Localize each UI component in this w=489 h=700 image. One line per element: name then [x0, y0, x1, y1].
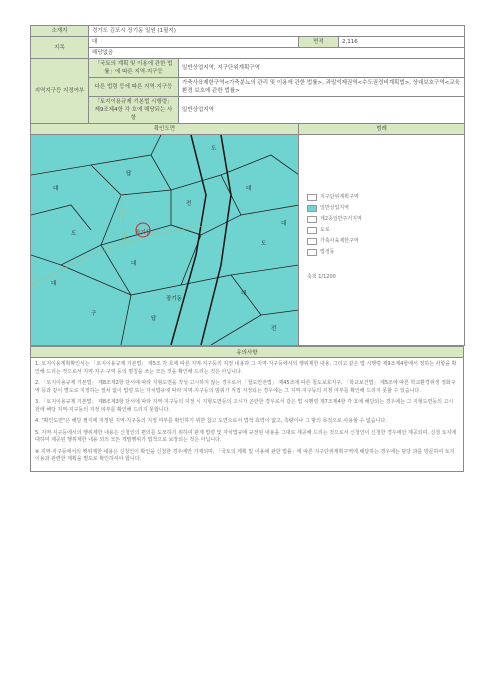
note-item: ※ 지역·지구등에서의 행위제한 내용은 신청인이 확인을 신청한 경우에만 기재되며, 「국토의 계획 및 이용에 관한 법률」에 따른 지구단위계획구역에 해당하는 경우에는 담당 과를 방문하여 토지이용과 관련한 계획을 별도로 확인하셔야 합니다.	[35, 448, 455, 462]
legend-item: 지구단위계획구역	[307, 193, 362, 201]
map-label: 도	[261, 241, 267, 247]
notes-box	[30, 357, 464, 472]
map-label: 전	[186, 201, 192, 207]
map-label: 대	[241, 291, 247, 297]
area-label: 면적	[299, 37, 339, 48]
map-label: 장기동	[166, 296, 182, 302]
note-item: 2. 「토지이용규제 기본법」 제8조제2항 단서에 따라 지형도면을 작성·고시하지 않는 경우로서 「철도안전법」 제45조에 따른 철도보호지구, 「학교보건법」 제5조에 따른 학교환경위생 정화구역 등과 같이 별도로 지정하는 절차 없이 법령 또는 자치법규에 따라 지역·지구등의 범위가 직접 지정되는 경우에는 그 지역·지구등의 지정 여부를 확인해 드리지 못할 수 있습니다.	[35, 380, 456, 394]
land-info-table	[30, 25, 465, 346]
zoning-label: 지역지구등 지정여부	[31, 59, 89, 124]
zoning-sublabel-2: 다른 법령 등에 따른 지역·지구등	[89, 78, 179, 97]
legend-item: 법정동	[307, 248, 362, 256]
legend-item: 도로	[307, 226, 362, 234]
zoning-other-value: 일반상업지역	[179, 97, 465, 124]
cadastral-map	[31, 135, 299, 345]
note-item: 1. 토지이용계획확인서는 「토지이용규제 기본법」 제5조 각 호에 따른 지역·지구등의 지정 내용과 그 지역·지구등에서의 행위제한 내용, 그리고 같은 법 시행령 제9조제4항에서 정하는 사항을 확인해 드리는 것으로서 지역·지구·구역 등의 명칭을 쓰는 모든 것을 확인해 드리는 것은 아닙니다.	[35, 361, 457, 375]
legend-list	[307, 190, 362, 259]
note-item: 3. 「토지이용규제 기본법」 제8조제3항 단서에 따라 지역·지구등의 지정 시 지형도면등의 고시가 곤란한 경우로서 같은 법 시행령 제7조제4항 각 호에 해당되는 경우에는 그 지형도면등의 고시 전에 해당 지역·지구등의 지정 여부를 확인해 드리지 못합니다.	[35, 399, 454, 413]
map-label: 대	[246, 186, 252, 192]
map-section-title: 확인도면	[31, 124, 299, 135]
map-label: 답	[151, 316, 157, 322]
legend-title: 범례	[299, 124, 465, 135]
map-label-target: 장기동	[135, 230, 151, 236]
legend-item: 가축사육제한구역	[307, 237, 362, 245]
map-label: 전	[271, 326, 277, 332]
map-label: 도	[71, 231, 77, 237]
land-use-value: 대	[89, 37, 299, 48]
map-label: 대	[53, 186, 59, 192]
legend-item: 제2종일반주거지역	[307, 215, 362, 223]
zoning-value-2: 가축사육제한구역<가축분뇨의 관리 및 이용에 관한 법률>, 과밀억제권역<수도권정비계획법>, 상대보호구역<교육환경 보호에 관한 법률>	[179, 78, 465, 97]
document-page	[30, 25, 464, 565]
legend-cell	[299, 135, 465, 346]
official-price-value: 해당없음	[89, 48, 465, 59]
map-label: 도	[211, 146, 217, 152]
legend-item: 일반상업지역	[307, 204, 362, 212]
map-cell	[31, 135, 299, 346]
map-label: 대	[51, 281, 57, 287]
zoning-other-row: 「토지이용규제 기본법 시행령」 제9조제4항 각 호에 해당되는 사항	[89, 97, 179, 124]
map-label: 답	[126, 171, 132, 177]
area-value: 2,116	[339, 37, 465, 48]
map-scale: 축척 1/1200	[307, 274, 336, 280]
location-value: 경기도 김포시 장기동 일원 (1필지)	[89, 26, 465, 37]
notes-list	[31, 358, 463, 471]
map-label: 대	[281, 221, 287, 227]
zoning-value-1: 일반상업지역, 지구단위계획구역	[179, 59, 465, 78]
map-label: 구	[91, 311, 97, 317]
note-item: 4. "확인도면"은 해당 필지에 지정된 지역·지구등의 지정 여부를 확인하기 위한 참고 도면으로서 법적 효력이 없고, 측량이나 그 밖의 목적으로 사용할 수 없습니다.	[35, 418, 387, 424]
land-use-label: 지목	[31, 37, 89, 59]
zoning-sublabel-1: 「국토의 계획 및 이용에 관한 법률」에 따른 지역·지구등	[89, 59, 179, 78]
note-item: 5. 지역·지구등에서의 행위제한 내용은 신청인의 편의를 도모하기 위하여 관계 법령 및 자치법규에 규정된 내용을 그대로 제공해 드리는 것으로서 신청인이 신청한 경우에만 제공되며, 신청 토지에 대하여 제공된 행위제한 내용 외의 모든 개발행위가 법적으로 보장되는 것은 아닙니다.	[35, 429, 457, 443]
notes-title: 유의사항	[30, 346, 464, 357]
location-label: 소재지	[31, 26, 89, 37]
map-label: 대	[131, 261, 137, 267]
